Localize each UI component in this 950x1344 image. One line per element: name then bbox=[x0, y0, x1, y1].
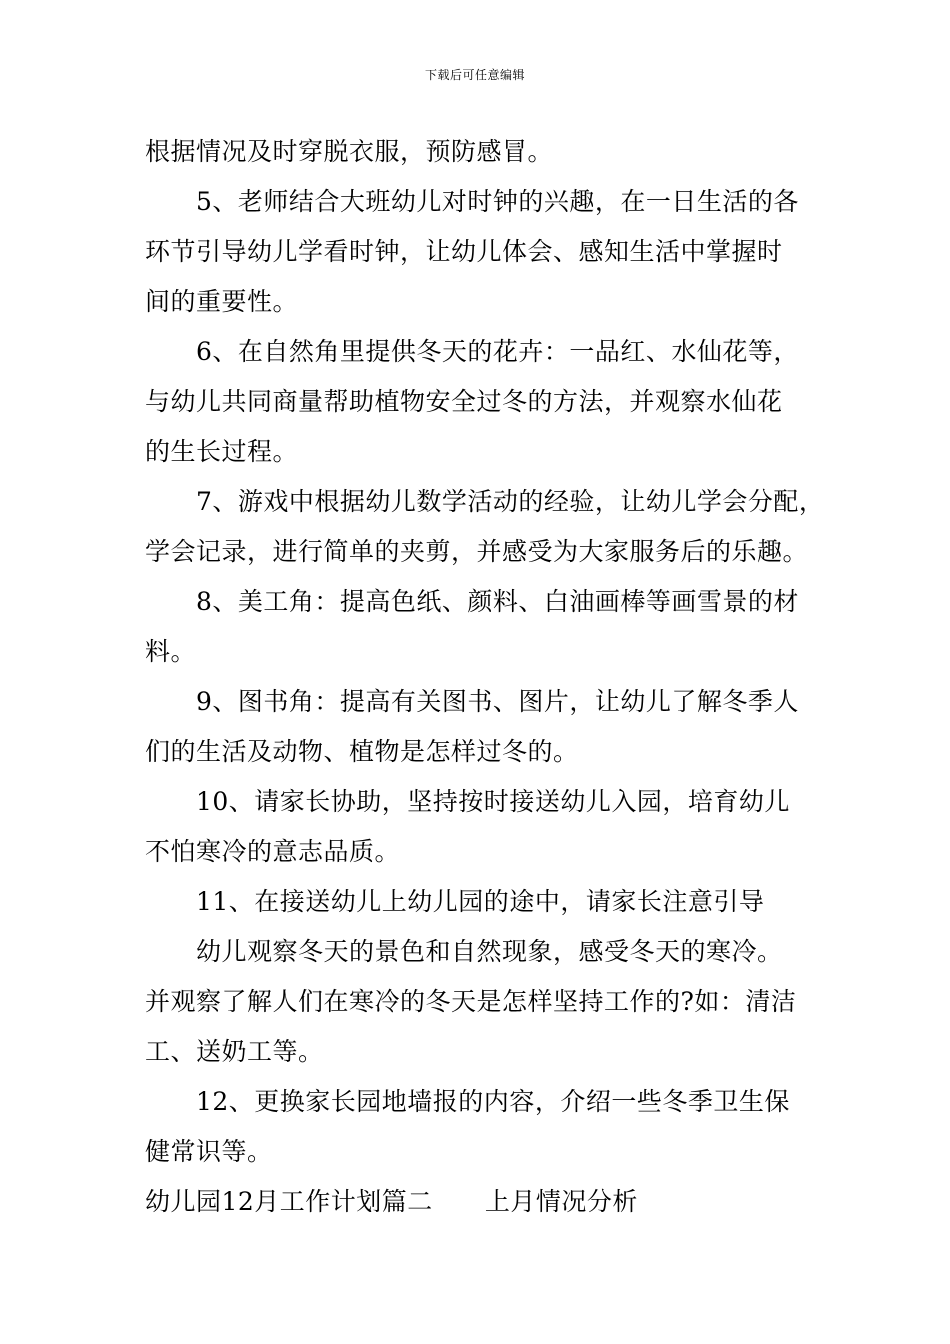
paragraph-line: 8、美工角：提高色纸、颜料、白油画棒等画雪景的材 bbox=[196, 587, 799, 616]
section-heading-line bbox=[145, 1187, 638, 1217]
paragraph-line: 6、在自然角里提供冬天的花卉：一品红、水仙花等， bbox=[196, 337, 799, 366]
section-subtitle: 上月情况分析 bbox=[484, 1187, 638, 1216]
paragraph-line: 间的重要性。 bbox=[145, 287, 299, 316]
paragraph-line: 与幼儿共同商量帮助植物安全过冬的方法，并观察水仙花 bbox=[145, 387, 783, 416]
paragraph-line: 5、老师结合大班幼儿对时钟的兴趣，在一日生活的各 bbox=[196, 187, 799, 216]
paragraph-line: 料。 bbox=[145, 637, 197, 666]
paragraph-line: 们的生活及动物、植物是怎样过冬的。 bbox=[145, 737, 579, 766]
paragraph-line: 根据情况及时穿脱衣服，预防感冒。 bbox=[145, 137, 554, 166]
paragraph-line: 幼儿观察冬天的景色和自然现象，感受冬天的寒冷。 bbox=[196, 937, 783, 966]
paragraph-line: 环节引导幼儿学看时钟，让幼儿体会、感知生活中掌握时 bbox=[145, 237, 783, 266]
paragraph-line: 不怕寒冷的意志品质。 bbox=[145, 837, 401, 866]
section-title: 幼儿园12月工作计划篇二 bbox=[145, 1187, 433, 1216]
paragraph-line: 11、在接送幼儿上幼儿园的途中，请家长注意引导 bbox=[196, 887, 765, 916]
page-header-note: 下载后可任意编辑 bbox=[424, 68, 525, 82]
paragraph-line: 工、送奶工等。 bbox=[145, 1037, 324, 1066]
paragraph-line: 10、请家长协助，坚持按时接送幼儿入园，培育幼儿 bbox=[196, 787, 790, 816]
paragraph-line: 的生长过程。 bbox=[145, 437, 299, 466]
paragraph-line: 7、游戏中根据幼儿数学活动的经验，让幼儿学会分配， bbox=[196, 487, 825, 516]
paragraph-line: 学会记录，进行简单的夹剪，并感受为大家服务后的乐趣。 bbox=[145, 537, 809, 566]
paragraph-line: 9、图书角：提高有关图书、图片，让幼儿了解冬季人 bbox=[196, 687, 799, 716]
paragraph-line: 12、更换家长园地墙报的内容，介绍一些冬季卫生保 bbox=[196, 1087, 790, 1116]
paragraph-line: 并观察了解人们在寒冷的冬天是怎样坚持工作的?如：清洁 bbox=[145, 987, 797, 1016]
paragraph-line: 健常识等。 bbox=[145, 1137, 273, 1166]
